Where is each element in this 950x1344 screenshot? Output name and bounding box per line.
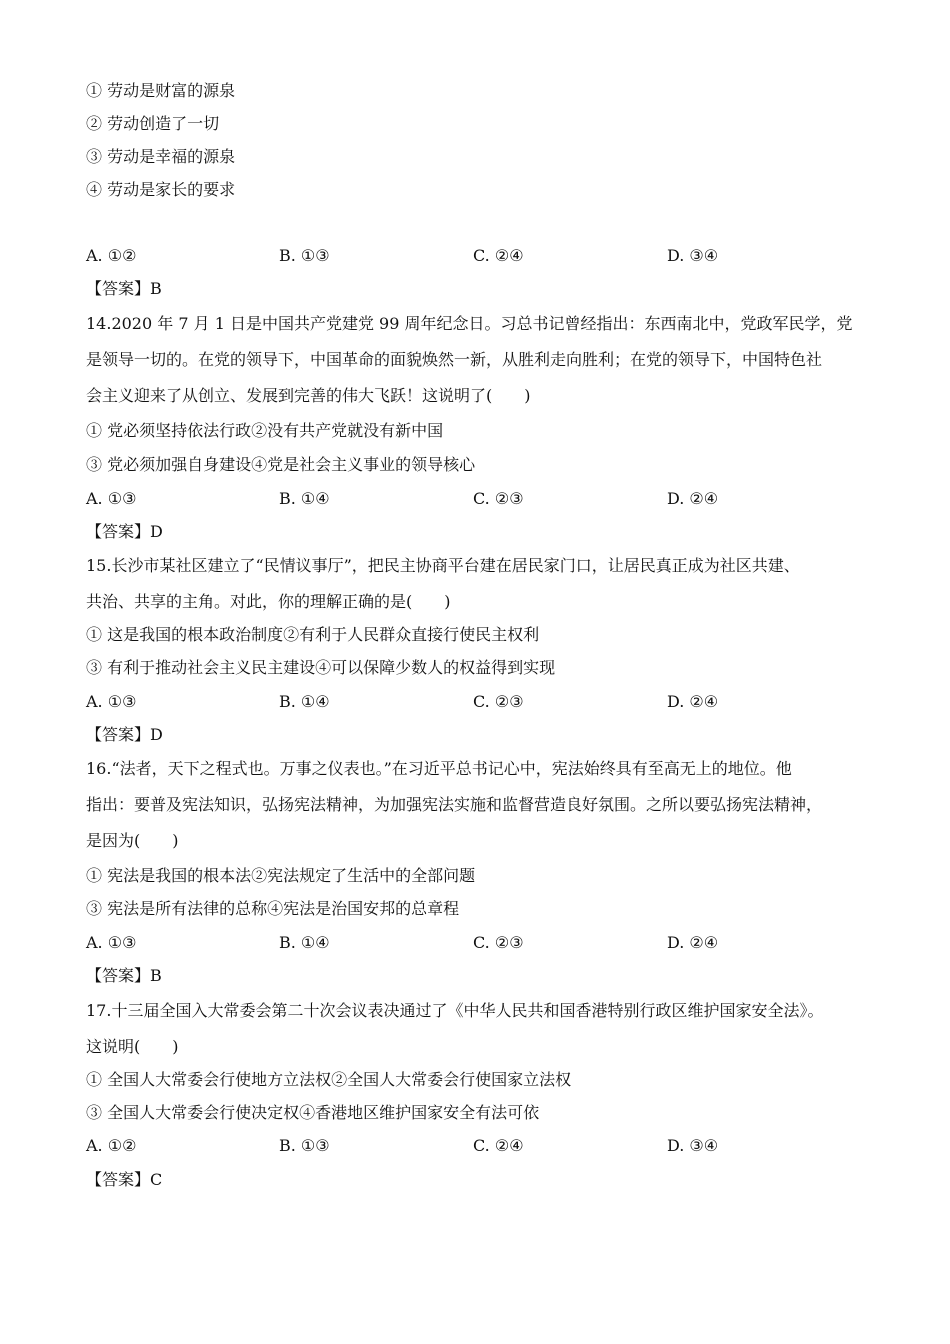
q15-item: ① 这是我国的根本政治制度②有利于人民群众直接行使民主权利	[86, 625, 540, 644]
q16-item: ③ 宪法是所有法律的总称④宪法是治国安邦的总章程	[86, 899, 460, 918]
q15-stem-line: 15.长沙市某社区建立了“民情议事厅”，把民主协商平台建在居民家门口，让居民真正成为社区共建、	[86, 556, 800, 575]
q16-options	[86, 933, 866, 953]
q16-answer: 【答案】B	[86, 966, 162, 985]
option-d: D. ②④	[667, 933, 719, 952]
option-d: D. ③④	[667, 1136, 719, 1155]
q16-stem-line: 指出：要普及宪法知识，弘扬宪法精神，为加强宪法实施和监督营造良好氛围。之所以要弘扬宪法精神，	[86, 795, 823, 814]
option-c: C. ②④	[473, 1136, 524, 1155]
option-c: C. ②④	[473, 246, 524, 265]
q14-stem-line: 会主义迎来了从创立、发展到完善的伟大飞跃！这说明了( )	[86, 386, 531, 405]
q14-options	[86, 489, 866, 509]
q16-stem-line: 是因为( )	[86, 831, 179, 850]
q13-options	[86, 246, 866, 266]
q15-answer: 【答案】D	[86, 725, 163, 744]
q15-item: ③ 有利于推动社会主义民主建设④可以保障少数人的权益得到实现	[86, 658, 556, 677]
option-a: A. ①③	[86, 933, 137, 952]
option-b: B. ①④	[279, 692, 330, 711]
option-a: A. ①②	[86, 1136, 137, 1155]
option-c: C. ②③	[473, 692, 524, 711]
q17-stem-line: 这说明( )	[86, 1037, 179, 1056]
option-d: D. ②④	[667, 692, 719, 711]
option-b: B. ①④	[279, 489, 330, 508]
q14-stem-line: 14.2020 年 7 月 1 日是中国共产党建党 99 周年纪念日。习总书记曾经指出：东西南北中，党政军民学，党	[86, 314, 853, 333]
q17-item: ③ 全国人大常委会行使决定权④香港地区维护国家安全有法可依	[86, 1103, 540, 1122]
option-b: B. ①③	[279, 246, 330, 265]
q13-item: ③ 劳动是幸福的源泉	[86, 147, 236, 166]
option-d: D. ②④	[667, 489, 719, 508]
q15-stem-line: 共治、共享的主角。对此，你的理解正确的是( )	[86, 592, 451, 611]
q14-item: ① 党必须坚持依法行政②没有共产党就没有新中国	[86, 421, 444, 440]
option-a: A. ①②	[86, 246, 137, 265]
q13-item: ④ 劳动是家长的要求	[86, 180, 236, 199]
q14-stem-line: 是领导一切的。在党的领导下，中国革命的面貌焕然一新，从胜利走向胜利；在党的领导下，中国特色社	[86, 350, 823, 369]
q16-stem-line: 16.“法者，天下之程式也。万事之仪表也。”在习近平总书记心中，宪法始终具有至高无上的地位。他	[86, 759, 792, 778]
q13-item: ① 劳动是财富的源泉	[86, 81, 236, 100]
q17-answer: 【答案】C	[86, 1170, 163, 1189]
q16-item: ① 宪法是我国的根本法②宪法规定了生活中的全部问题	[86, 866, 476, 885]
option-c: C. ②③	[473, 489, 524, 508]
q14-item: ③ 党必须加强自身建设④党是社会主义事业的领导核心	[86, 455, 476, 474]
q15-options	[86, 692, 866, 712]
option-c: C. ②③	[473, 933, 524, 952]
option-d: D. ③④	[667, 246, 719, 265]
option-b: B. ①④	[279, 933, 330, 952]
option-a: A. ①③	[86, 489, 137, 508]
option-a: A. ①③	[86, 692, 137, 711]
q17-options	[86, 1136, 866, 1156]
q14-answer: 【答案】D	[86, 522, 163, 541]
q17-item: ① 全国人大常委会行使地方立法权②全国人大常委会行使国家立法权	[86, 1070, 572, 1089]
q17-stem-line: 17.十三届全国入大常委会第二十次会议表决通过了《中华人民共和国香港特别行政区维护国家安全法》。	[86, 1001, 824, 1020]
q13-answer: 【答案】B	[86, 279, 162, 298]
option-b: B. ①③	[279, 1136, 330, 1155]
q13-item: ② 劳动创造了一切	[86, 114, 220, 133]
